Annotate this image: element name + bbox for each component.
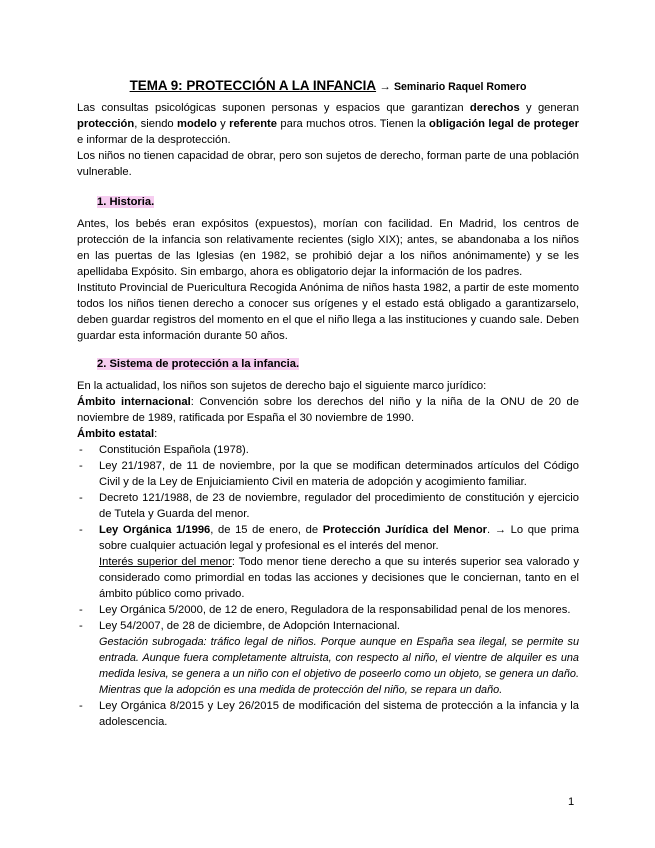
- section-1: [77, 194, 579, 210]
- bold-text: protección: [77, 118, 135, 130]
- intro-paragraph-2: Los niños no tienen capacidad de obrar, pero son sujetos de derecho, forman parte de una población vulnerable.: [77, 150, 579, 178]
- page-title: [77, 78, 579, 95]
- bold-label: Ámbito estatal: [77, 428, 155, 440]
- bold-text: obligación legal de proteger: [429, 118, 580, 130]
- section-1-heading: [77, 194, 579, 210]
- heading-text: 1. Historia.: [97, 196, 155, 208]
- text: y: [216, 118, 230, 130]
- text: , de 15 de enero, de: [210, 524, 323, 536]
- text: y generan: [519, 102, 580, 114]
- ambito-internacional: [77, 394, 579, 426]
- bold-label: Ámbito internacional: [77, 396, 191, 408]
- section-2: [77, 356, 579, 372]
- section-1-body: [77, 216, 579, 344]
- bold-text: Protección Jurídica del Menor: [322, 524, 488, 536]
- title-main: TEMA 9: PROTECCIÓN A LA INFANCIA: [129, 78, 377, 93]
- page-number: 1: [568, 796, 575, 808]
- history-paragraph-2: Instituto Provincial de Puericultura Recogida Anónima de niños hasta 1982, a partir de este momento todos los niños tienen derecho a conocer sus orígenes y el estado está obligado a garantizarselo, deben guardar registros del momento en el que el niño llega a las instituciones y cuando sale. Deben guardar esta información durante 50 años.: [77, 282, 579, 342]
- history-paragraph-1: Antes, los bebés eran expósitos (expuestos), morían con facilidad. En Madrid, los centros de protección de la infancia son relativamente recientes (siglo XIX); antes, se abandonaba a los niños en las puertas de las Iglesias (en 1982, se prohibió dejar a los niños anónimamente) y se les apellidaba Expósito. Sin embargo, ahora es obligatorio dejar la información de los padres.: [77, 218, 579, 278]
- text: : Todo menor tiene derecho a que su interés superior sea valorado y considerado como primordial en todas las acciones y decisiones que le conciernan, tanto en el ámbito público como privado.: [99, 556, 580, 600]
- bold-text: modelo: [177, 118, 217, 130]
- list-item: - Decreto 121/1988, de 23 de noviembre, regulador del procedimiento de constitución y ejercicio de Tutela y Guarda del menor.: [77, 490, 579, 522]
- legal-framework-intro: En la actualidad, los niños son sujetos de derecho bajo el siguiente marco jurídico:: [77, 380, 487, 392]
- text: : Convención sobre los derechos del niño y la niña de la ONU de 20 de noviembre de 1989, ratificada por España el 30 noviembre de 1990.: [77, 396, 579, 424]
- list-item: - Constitución Española (1978).: [77, 442, 579, 458]
- bold-text: Ley Orgánica 1/1996: [99, 524, 211, 536]
- title-arrow: →: [379, 81, 391, 93]
- list-item: - Ley Orgánica 8/2015 y Ley 26/2015 de modificación del sistema de protección a la infancia y la adolescencia.: [77, 698, 579, 730]
- ambito-estatal: [77, 426, 579, 442]
- law-list: [77, 442, 579, 730]
- bold-text: referente: [229, 118, 278, 130]
- section-2-body: [77, 378, 579, 730]
- intro: [77, 100, 579, 180]
- list-item: [77, 618, 579, 698]
- italic-note: Gestación subrogada: tráfico legal de niños. Porque aunque en España sea ilegal, se permite su entrada. Aunque fuera completamente altruista, con respecto al niño, el vientre de alquiler es una medida lesiva, se genera a un niño con el objetivo de poseerlo como un objeto, se genera un daño. Mientras que la adopción es una medida de protección del niño, se repara un daño.: [99, 636, 579, 696]
- section-2-heading: [77, 356, 579, 372]
- bold-text: derechos: [469, 102, 520, 114]
- list-item: - Ley Orgánica 5/2000, de 12 de enero, Reguladora de la responsabilidad penal de los menores.: [77, 602, 579, 618]
- text: :: [154, 428, 158, 440]
- underlined-label: Interés superior del menor: [99, 556, 232, 568]
- text: , siendo: [134, 118, 178, 130]
- text: Ley 54/2007, de 28 de diciembre, de Adopción Internacional.: [99, 620, 401, 632]
- list-item: - Ley 21/1987, de 11 de noviembre, por la que se modifican determinados artículos del Código Civil y de la Ley de Enjuiciamiento Civil en materia de adopción y acogimiento familiar.: [77, 458, 579, 490]
- intro-paragraph-1: [77, 100, 579, 148]
- heading-text: 2. Sistema de protección a la infancia.: [97, 358, 300, 370]
- title-subtitle: Seminario Raquel Romero: [393, 81, 527, 93]
- text: para muchos otros. Tienen la: [277, 118, 430, 130]
- text: e informar de la desprotección.: [77, 134, 231, 146]
- text: Las consultas psicológicas suponen personas y espacios que garantizan: [77, 102, 470, 114]
- list-item: [77, 522, 579, 602]
- text: . → Lo que prima sobre cualquier actuación legal y profesional es el interés del menor.: [99, 524, 579, 552]
